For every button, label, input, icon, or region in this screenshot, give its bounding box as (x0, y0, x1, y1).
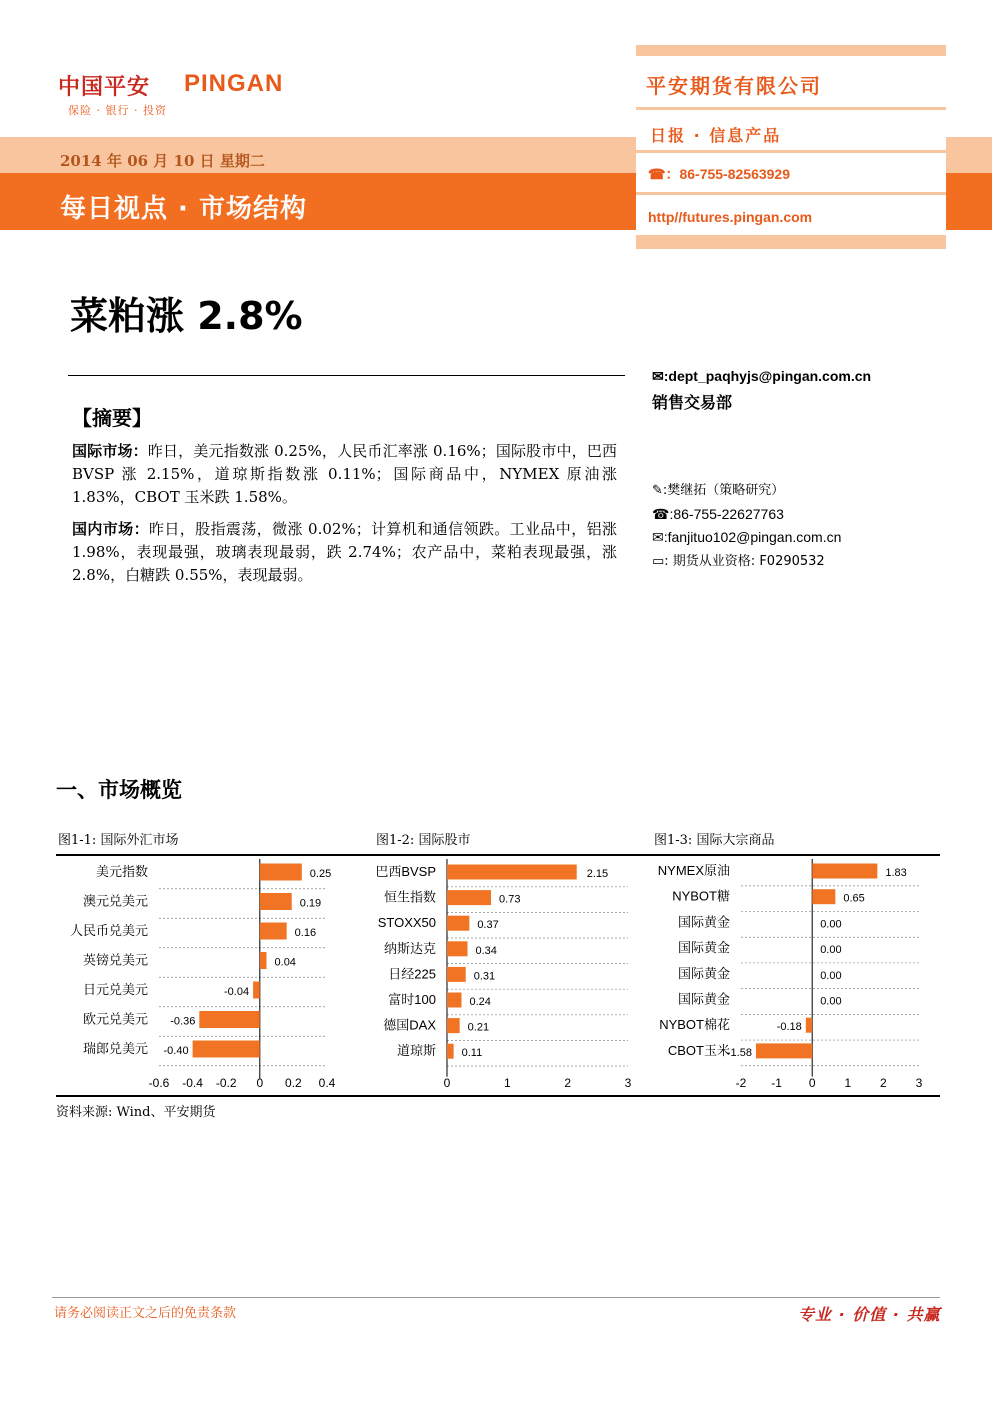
chart-bar (260, 893, 292, 910)
chart-category-label: 人民币兑美元 (69, 923, 148, 938)
chart-bar (260, 864, 302, 881)
chart-data-label: 1.83 (885, 867, 907, 879)
title-divider (68, 375, 625, 376)
chart-data-label: -0.04 (224, 986, 250, 998)
chart-data-label: 0.25 (309, 868, 332, 880)
chart-category-label: 道琼斯 (396, 1043, 436, 1059)
chart-tick-label: 0 (256, 1076, 264, 1090)
report-date: 2014 年 06 月 10 日 星期二 (60, 152, 265, 170)
logo-cn: 中国平安 (58, 75, 151, 100)
chart-data-label: 0.34 (475, 944, 497, 957)
chart-category-label: 日元兑美元 (82, 982, 148, 997)
chart-bar (447, 1044, 454, 1059)
chart-bar (447, 865, 577, 880)
domestic-market-paragraph (72, 518, 617, 587)
chart-bar (756, 1043, 812, 1058)
chart-category-label: NYBOT糖 (672, 888, 730, 904)
chart-data-label: -0.18 (776, 1021, 802, 1034)
contact-dept: 销售交易部 (652, 393, 733, 412)
disclaimer-note[interactable]: 请务必阅读正文之后的免责条款 (54, 1306, 237, 1321)
contact-email[interactable] (652, 368, 871, 385)
chart-category-label: 恒生指数 (383, 889, 436, 905)
chart-data-label: 0.04 (274, 956, 296, 969)
phone-icon: ☎： (648, 166, 680, 182)
chart-bar (253, 982, 260, 999)
chart-data-label: 2.15 (586, 868, 609, 880)
chart-tick-label: 1 (844, 1076, 852, 1090)
chart-tick-label: -2 (735, 1076, 747, 1090)
chart-data-label: 0.21 (467, 1021, 490, 1034)
domestic-market-label: 国内市场： (72, 520, 149, 538)
chart-tick-label: 0 (808, 1076, 816, 1090)
chart-bar (447, 993, 461, 1008)
page-title: 菜粕涨 2.8% (70, 294, 303, 338)
chart-tick-label: -0.4 (182, 1076, 203, 1090)
chart-data-label: 0.00 (820, 944, 842, 957)
chart-bar (812, 889, 835, 904)
chart-category-label: 英镑兑美元 (82, 952, 148, 968)
chart-stocks-svg (360, 855, 640, 1095)
chart-commodities-svg (648, 855, 938, 1095)
chart-tick-label: -0.6 (148, 1076, 170, 1090)
chart-category-label: 巴西BVSP (375, 864, 436, 879)
chart-bar (193, 1041, 260, 1058)
chart-data-label: 0.00 (820, 918, 842, 931)
chart-tick-label: 2 (564, 1076, 572, 1090)
chart-category-label: 国际黄金 (677, 991, 730, 1007)
chart-category-label: CBOT玉米 (667, 1042, 730, 1058)
chart-category-label: 国际黄金 (677, 965, 730, 981)
chart-data-label: -0.40 (163, 1045, 189, 1057)
chart-category-label: 瑞郎兑美元 (82, 1041, 148, 1056)
chart-category-label: 美元指数 (95, 864, 148, 879)
phone-icon: ☎ (652, 505, 670, 522)
chart-data-label: 0.24 (469, 996, 491, 1008)
author-phone-row (652, 503, 841, 527)
author-name-row (652, 479, 841, 503)
product-type: 日报 · 信息产品 (650, 126, 782, 145)
company-phone-number: 86-755-82563929 (679, 166, 790, 182)
footer-slogan: 专业 · 价值 · 共赢 (798, 1305, 941, 1324)
chart-title-stocks: 图1-2: 国际股市 (376, 833, 471, 848)
chart-data-label: 0.31 (473, 970, 496, 983)
chart-tick-label: 0.4 (318, 1076, 336, 1090)
company-name: 平安期货有限公司 (646, 74, 822, 98)
chart-bar (447, 941, 468, 956)
chart-tick-label: -1 (771, 1076, 782, 1090)
chart-fx (56, 855, 342, 1099)
logo-en: PINGAN (184, 70, 284, 97)
chart-category-label: 富时100 (388, 992, 436, 1007)
chart-data-label: -0.36 (170, 1015, 196, 1028)
chart-tick-label: 3 (915, 1076, 923, 1090)
chart-data-label: 0.65 (843, 892, 865, 905)
chart-data-label: -1.58 (726, 1046, 752, 1059)
chart-data-label: 0.37 (477, 919, 499, 932)
date-band-right (946, 137, 992, 173)
book-icon: ▭ (652, 553, 665, 569)
author-phone: :86-755-22627763 (669, 505, 784, 522)
chart-bar (199, 1011, 259, 1028)
chart-tick-label: 2 (880, 1076, 887, 1090)
chart-tick-label: -0.2 (215, 1076, 237, 1090)
report-section: 每日视点 · 市场结构 (60, 194, 307, 224)
author-name: :樊继拓（策略研究） (662, 483, 785, 498)
section-heading: 一、市场概览 (56, 778, 182, 802)
contact-email-address: :dept_paqhyjs@pingan.com.cn (663, 368, 872, 384)
chart-category-label: NYMEX原油 (657, 863, 730, 878)
intl-market-paragraph (72, 440, 617, 509)
chart-fx-svg (56, 855, 342, 1095)
chart-category-label: 澳元兑美元 (82, 893, 148, 909)
logo-tagline: 保险 · 银行 · 投资 (68, 104, 167, 117)
chart-tick-label: 0.2 (285, 1076, 302, 1090)
figure-bottom-rule (56, 1095, 940, 1097)
chart-tick-label: 0 (443, 1076, 451, 1090)
chart-data-label: 0.16 (294, 927, 317, 939)
intl-market-label: 国际市场： (72, 442, 148, 460)
author-email-row[interactable] (652, 526, 841, 550)
chart-bar (812, 864, 877, 879)
chart-category-label: 纳斯达克 (383, 940, 436, 956)
chart-bar (447, 1018, 460, 1033)
chart-data-label: 0.00 (820, 995, 842, 1008)
chart-category-label: 国际黄金 (677, 940, 730, 956)
chart-data-label: 0.00 (820, 969, 842, 982)
chart-category-label: 日经225 (388, 966, 436, 982)
chart-tick-label: 1 (503, 1076, 511, 1090)
author-license: : 期货从业资格: F0290532 (664, 553, 825, 569)
chart-category-label: 国际黄金 (677, 914, 730, 930)
chart-bar (447, 916, 469, 931)
company-url[interactable]: http//futures.pingan.com (648, 209, 813, 225)
chart-tick-label: 3 (624, 1076, 632, 1090)
chart-title-fx: 图1-1: 国际外汇市场 (58, 833, 179, 848)
chart-stocks (360, 855, 640, 1099)
chart-category-label: NYBOT棉花 (659, 1017, 730, 1033)
author-license-row (652, 550, 841, 574)
chart-data-label: 0.73 (499, 893, 521, 906)
company-phone (648, 164, 790, 184)
chart-bar (806, 1018, 812, 1033)
chart-data-label: 0.19 (299, 897, 322, 910)
chart-commodities (648, 855, 938, 1099)
chart-bar (447, 890, 491, 905)
pen-icon: ✎ (652, 483, 663, 498)
author-info (652, 479, 841, 573)
mail-icon: ✉ (652, 529, 664, 545)
chart-bar (447, 967, 466, 982)
chart-category-label: STOXX50 (377, 915, 436, 931)
chart-data-label: 0.11 (461, 1047, 483, 1060)
chart-title-commodities: 图1-3: 国际大宗商品 (654, 833, 775, 848)
abstract-heading: 【摘要】 (72, 406, 152, 430)
author-email: :fanjituo102@pingan.com.cn (663, 529, 842, 545)
chart-bar (260, 923, 287, 940)
chart-category-label: 德国DAX (383, 1017, 436, 1033)
domestic-market-text: 昨日，股指震荡，微涨 0.02%；计算机和通信领跌。工业品中，铝涨 1.98%，表现最强，玻璃表现最弱，跌 2.74%；农产品中，菜粕表现最强，涨 2.8%，白糖跌 0.55%，表现最弱。 (72, 520, 617, 584)
data-source: 资料来源: Wind、平安期货 (56, 1105, 216, 1120)
intl-market-text: 昨日，美元指数涨 0.25%，人民币汇率涨 0.16%；国际股市中，巴西 BVSP 涨 2.15%，道琼斯指数涨 0.11%；国际商品中，NYMEX 原油涨 1.83%，CBOT 玉米跌 1.58%。 (72, 442, 617, 506)
mail-icon: ✉ (652, 368, 664, 384)
chart-category-label: 欧元兑美元 (82, 1011, 148, 1027)
footer-divider (52, 1297, 940, 1298)
section-band-right (946, 173, 992, 230)
chart-bar (260, 952, 267, 969)
